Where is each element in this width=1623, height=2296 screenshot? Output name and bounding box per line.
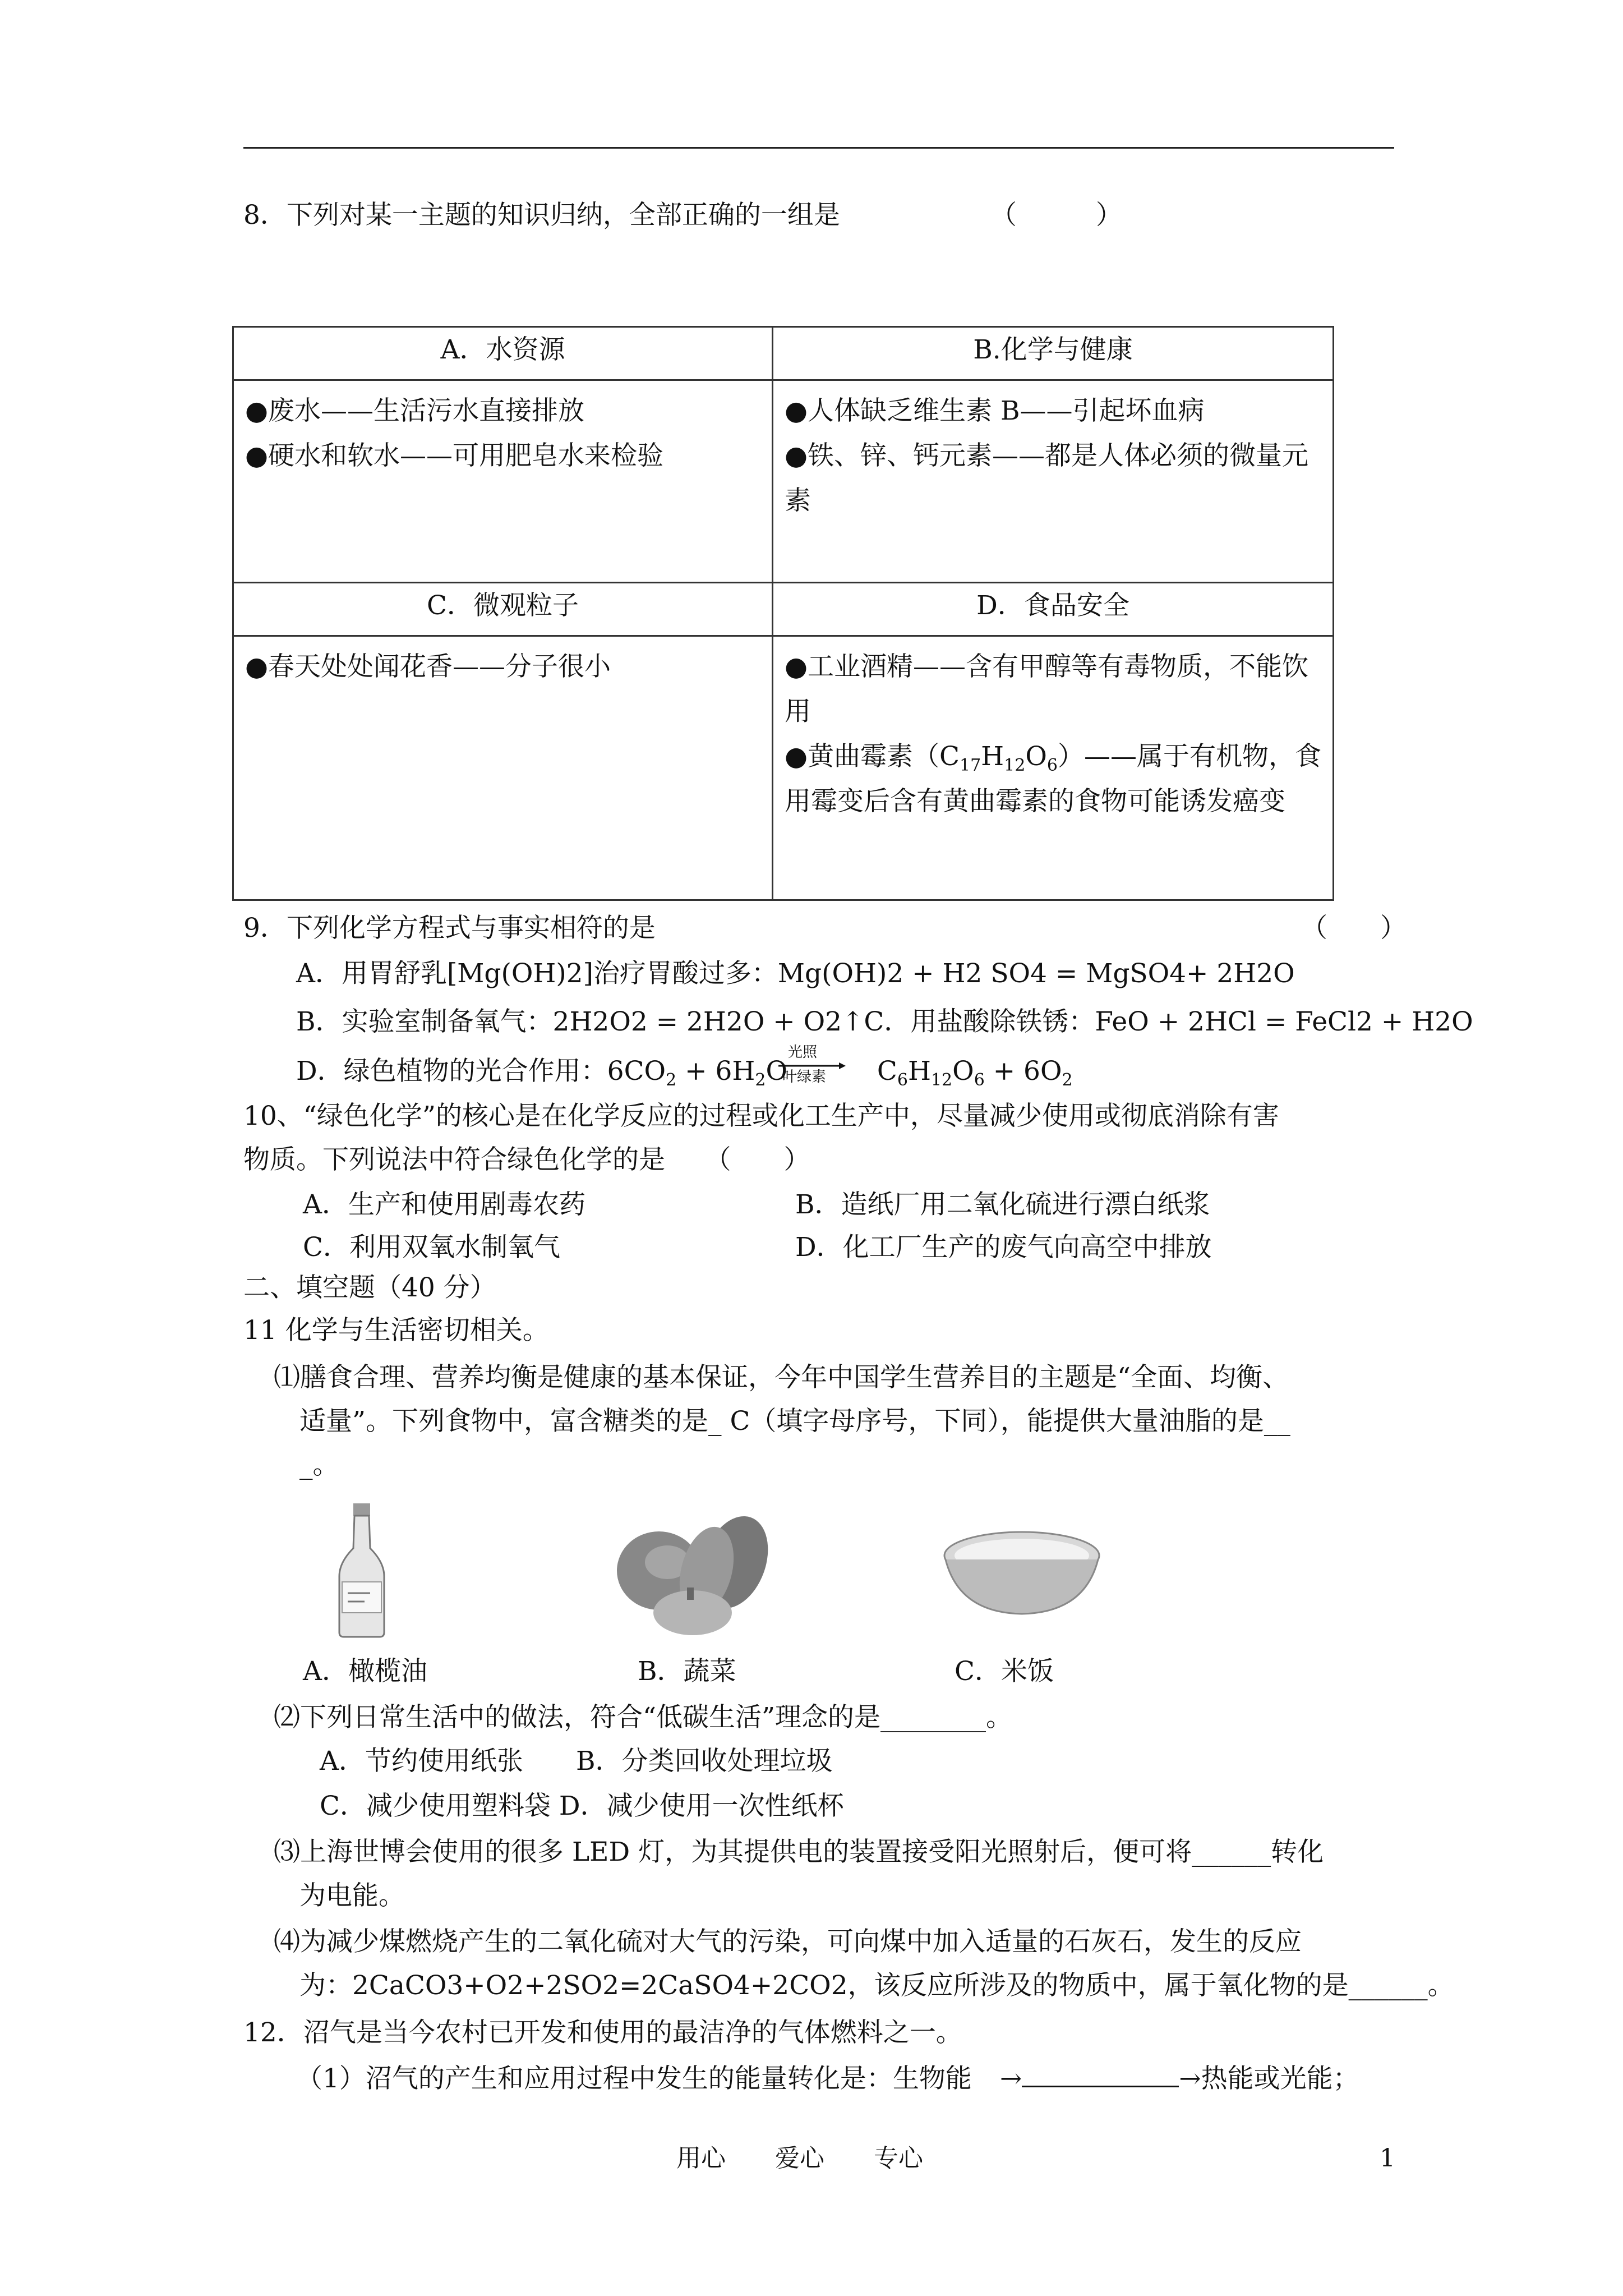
q10-line-1: 10、“绿色化学”的核心是在化学反应的过程或化工生产中，尽量减少使用或彻底消除有害 (243, 1101, 1279, 1131)
q11-stem: 11 化学与生活密切相关。 (243, 1315, 549, 1346)
q11-p3-line-1: ⑶上海世博会使用的很多 LED 灯，为其提供电的装置接受阳光照射后，便可将______转化 (274, 1837, 1324, 1867)
q8-a-line-1: ●废水——生活污水直接排放 (245, 395, 585, 426)
q11-p2-options-1: A．节约使用纸张 B．分类回收处理垃圾 (320, 1746, 833, 1777)
olive-oil-bottle-image (336, 1503, 387, 1638)
q8-b-line-1: ●人体缺乏维生素 B——引起坏血病 (785, 395, 1205, 426)
q8-header-c: C．微观粒子 (233, 583, 773, 636)
arrow-right-icon: → (1179, 2063, 1201, 2094)
q8-cell-b (773, 380, 1334, 583)
q9-stem: 9．下列化学方程式与事实相符的是 (243, 913, 656, 944)
q11-p2-options-2: C．减少使用塑料袋 D．减少使用一次性纸杯 (320, 1791, 844, 1821)
section-fill-in: 二、填空题（40 分） (243, 1272, 496, 1303)
q11-food-b-label: B．蔬菜 (638, 1656, 736, 1687)
q10-line-2: 物质。下列说法中符合绿色化学的是 （ ） (243, 1144, 810, 1175)
q10-option-b: B．造纸厂用二氧化硫进行漂白纸浆 (795, 1189, 1210, 1220)
q9-option-b-c: B．实验室制备氧气：2H2O2 = 2H2O + O2↑C．用盐酸除铁锈：FeO + 2HCl = FeCl2 + H2O (296, 1006, 1473, 1037)
q8-header-b: B.化学与健康 (773, 327, 1334, 380)
q12-p1: （1）沼气的产生和应用过程中发生的能量转化是：生物能 → →热能或光能； (296, 2063, 1359, 2094)
q8-cell-c (233, 636, 773, 900)
q11-food-a-label: A．橄榄油 (303, 1656, 427, 1687)
q11-p3-line-2: 为电能。 (299, 1880, 405, 1911)
header-rule (243, 147, 1394, 149)
q9-option-a: A．用胃舒乳[Mg(OH)2]治疗胃酸过多：Mg(OH)2 + H2 SO4 = MgSO4+ 2H2O (296, 958, 1295, 989)
vegetables-image (608, 1509, 777, 1638)
q11-p4-line-2: 为：2CaCO3+O2+2SO2=2CaSO4+2CO2，该反应所涉及的物质中，属于氧化物的是______。 (299, 1970, 1454, 2001)
q9-option-d: D．绿色植物的光合作用：$6CO_2 + 6H_2O$ $C_6H_{12}O_6 + 6O_2$ (296, 1056, 1073, 1090)
q8-d-line-4: 用霉变后含有黄曲霉素的食物可能诱发癌变 (785, 786, 1285, 817)
q11-p2: ⑵下列日常生活中的做法，符合“低碳生活”理念的是________。 (274, 1702, 1013, 1733)
q8-d-line-1: ●工业酒精——含有甲醇等有毒物质，不能饮 (785, 651, 1309, 682)
q8-b-line-3: 素 (785, 485, 811, 516)
q8-d-line-2: 用 (785, 696, 811, 727)
q10-option-a: A．生产和使用剧毒农药 (303, 1189, 585, 1220)
rice-bowl-image (942, 1529, 1102, 1618)
q8-table (232, 326, 1334, 901)
q11-p1-line-1: ⑴膳食合理、营养均衡是健康的基本保证，今年中国学生营养目的主题是“全面、均衡、 (274, 1362, 1289, 1393)
q10-option-c: C．利用双氧水制氧气 (303, 1232, 560, 1263)
footer-slogan: 用心 爱心 专心 (676, 2144, 923, 2173)
q8-header-d: D．食品安全 (773, 583, 1334, 636)
q11-food-c-label: C．米饭 (955, 1656, 1054, 1687)
q8-cell-d (773, 636, 1334, 900)
q8-cell-a (233, 380, 773, 583)
q8-a-line-2: ●硬水和软水——可用肥皂水来检验 (245, 440, 664, 471)
q8-b-line-2: ●铁、锌、钙元素——都是人体必须的微量元 (785, 440, 1309, 471)
q11-p1-line-3: _。 (299, 1450, 339, 1480)
q10-option-d: D．化工厂生产的废气向高空中排放 (795, 1232, 1212, 1263)
arrow-right-icon: → (999, 2063, 1022, 2094)
q8-stem: 8．下列对某一主题的知识归纳，全部正确的一组是 (243, 200, 840, 231)
q9-reaction-condition-top: 光照 (788, 1044, 818, 1061)
q12-stem: 12．沼气是当今农村已开发和使用的最洁净的气体燃料之一。 (243, 2017, 962, 2048)
q9-answer-paren: （ ） (1301, 913, 1407, 944)
q8-answer-paren: （ ） (990, 200, 1122, 231)
q8-d-line-3: ●黄曲霉素$(C_{17}H_{12}O_6)——$属于有机物，食 (785, 741, 1321, 775)
q11-p1-line-2: 适量”。下列食物中，富含糖类的是_ C（填字母序号，下同），能提供大量油脂的是__ (299, 1406, 1290, 1437)
q8-header-a: A．水资源 (233, 327, 773, 380)
q11-p4-line-1: ⑷为减少煤燃烧产生的二氧化硫对大气的污染，可向煤中加入适量的石灰石，发生的反应 (274, 1926, 1302, 1957)
q12-answer-blank[interactable] (1022, 2065, 1179, 2087)
q8-c-line-1: ●春天处处闻花香——分子很小 (245, 651, 611, 682)
page-number: 1 (1380, 2144, 1395, 2173)
q9-reaction-condition-bottom: 叶绿素 (782, 1069, 827, 1085)
